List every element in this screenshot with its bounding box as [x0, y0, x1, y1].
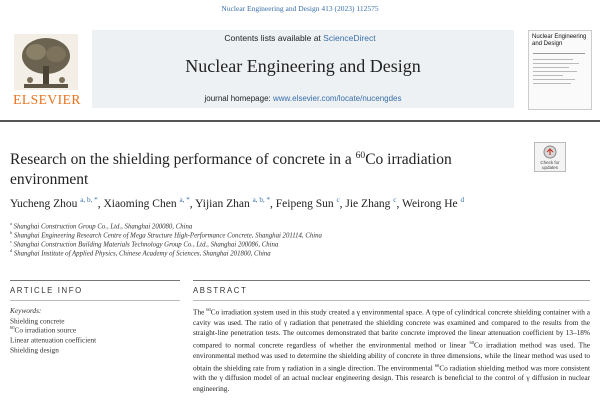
- affiliation-item: [10, 221, 192, 230]
- author-separator: ,: [189, 197, 196, 210]
- author-link[interactable]: [10, 198, 103, 210]
- keyword-item: [10, 316, 65, 325]
- abstract-segment: Co radiation shielding method was more consistent with the γ diffusion model of an actual nuclear engineering design. This research is beneficial to the control of γ diffusion in nuclear engineering.: [193, 363, 590, 393]
- journal-homepage: [92, 94, 514, 103]
- abstract-rule: [193, 300, 590, 301]
- article-title: [10, 146, 510, 190]
- contents-prefix: Contents lists available at: [224, 33, 324, 43]
- abstract-text: [193, 305, 590, 394]
- abstract-segment: Co irradiation method was used. The environmental method was used to determine the shielding ability of concrete in three dimensions, while the linear method was used to obtain the shielding rate from γ radiation in a single direction. The environmental: [193, 340, 590, 373]
- author-affiliation-marker[interactable]: a, b, *: [252, 196, 271, 204]
- affiliation-item: [10, 239, 278, 248]
- check-updates-label: Check for updates: [540, 160, 560, 170]
- abstract-segment: Co irradiation system used in this study created a γ environmental space. A type of cylindrical concrete shielding container with a cavity was used. The ratio of γ radiation that penetrated the shielding concrete was examined and compared to the results from the straight-line penetration tests. The outcomes demonstrated that barite concrete improved the linear attenuation coefficient by 13–18% compared to normal concrete regardless of whether the environmental method or linear: [193, 307, 590, 350]
- author-affiliation-marker[interactable]: c: [336, 196, 340, 204]
- keyword-item: [10, 325, 76, 334]
- affiliation-text: Shanghai Institute of Applied Physics, Chinese Academy of Sciences, Shanghai 201800, China: [13, 250, 271, 258]
- keyword-text: Shielding concrete: [10, 316, 65, 326]
- author-link[interactable]: [103, 198, 195, 210]
- affiliation-text: Shanghai Construction Group Co., Ltd., Shanghai 200080, China: [13, 223, 193, 231]
- article-info-top-rule: [10, 280, 180, 281]
- keyword-text: Shielding design: [10, 345, 59, 355]
- journal-cover-thumbnail[interactable]: [528, 30, 592, 110]
- keywords-label: Keywords:: [10, 306, 42, 315]
- abstract-superscript: 60: [206, 307, 211, 312]
- author-name: Yucheng Zhou: [10, 197, 78, 210]
- author-name: Feipeng Sun: [275, 197, 334, 210]
- author-separator: ,: [339, 197, 346, 210]
- author-affiliation-marker[interactable]: a, b, *: [80, 196, 98, 204]
- contents-line: [0, 33, 600, 43]
- journal-title: Nuclear Engineering and Design: [185, 56, 421, 76]
- abstract-segment: The: [193, 307, 207, 317]
- affiliation-marker: b: [10, 230, 13, 235]
- author-link[interactable]: [195, 198, 276, 210]
- article-info-rule: [10, 300, 180, 301]
- affiliation-marker: a: [10, 221, 12, 226]
- author-affiliation-marker[interactable]: d: [460, 196, 465, 204]
- keyword-text: Co irradiation source: [14, 325, 77, 335]
- cover-title: Nuclear Engineering and Design: [532, 34, 587, 47]
- publisher-name: ELSEVIER: [13, 92, 81, 107]
- author-list: [10, 196, 590, 210]
- author-link[interactable]: [402, 198, 464, 210]
- author-name: Weirong He: [402, 197, 458, 210]
- author-separator: ,: [270, 197, 276, 210]
- header-divider: [0, 120, 600, 122]
- homepage-prefix: journal homepage:: [204, 94, 273, 103]
- affiliation-text: Shanghai Engineering Research Centre of Mega Structure High-Performance Concrete, Shanghai 201114, China: [13, 232, 322, 240]
- affiliation-text: Shanghai Construction Building Materials Technology Group Co., Ltd., Shanghai 200086, China: [13, 241, 279, 249]
- author-separator: ,: [97, 197, 104, 210]
- author-separator: ,: [396, 197, 403, 210]
- affiliation-item: [10, 248, 271, 257]
- cover-lines-icon: [529, 51, 589, 101]
- author-name: Yijian Zhan: [195, 197, 250, 210]
- title-part2: Co irradiation environment: [10, 151, 452, 189]
- keyword-text: Linear attenuation coefficient: [10, 335, 97, 345]
- journal-citation[interactable]: Nuclear Engineering and Design 413 (2023) 112575: [221, 4, 379, 13]
- author-name: Xiaoming Chen: [103, 197, 177, 210]
- author-link[interactable]: [276, 198, 346, 210]
- keyword-item: [10, 345, 59, 354]
- affiliation-marker: c: [10, 239, 12, 244]
- author-link[interactable]: [345, 198, 402, 210]
- abstract-top-rule: [193, 280, 590, 281]
- check-for-updates-button[interactable]: [534, 142, 566, 172]
- article-info-heading: ARTICLE INFO: [10, 286, 83, 295]
- homepage-link[interactable]: www.elsevier.com/locate/nucengdes: [272, 94, 402, 103]
- title-part1: Research on the shielding performance of concrete in a: [10, 151, 356, 169]
- title-superscript: 60: [355, 150, 366, 161]
- author-affiliation-marker[interactable]: a, *: [179, 196, 190, 204]
- abstract-superscript: 60: [434, 362, 440, 368]
- author-affiliation-marker[interactable]: c: [393, 196, 397, 204]
- author-name: Jie Zhang: [345, 197, 391, 210]
- affiliation-marker: d: [10, 248, 13, 253]
- abstract-heading: ABSTRACT: [193, 286, 248, 295]
- affiliation-item: [10, 230, 322, 239]
- keyword-item: [10, 335, 96, 344]
- keyword-superscript: 60: [10, 325, 15, 330]
- abstract-superscript: 60: [469, 340, 474, 346]
- sciencedirect-link[interactable]: ScienceDirect: [323, 33, 376, 43]
